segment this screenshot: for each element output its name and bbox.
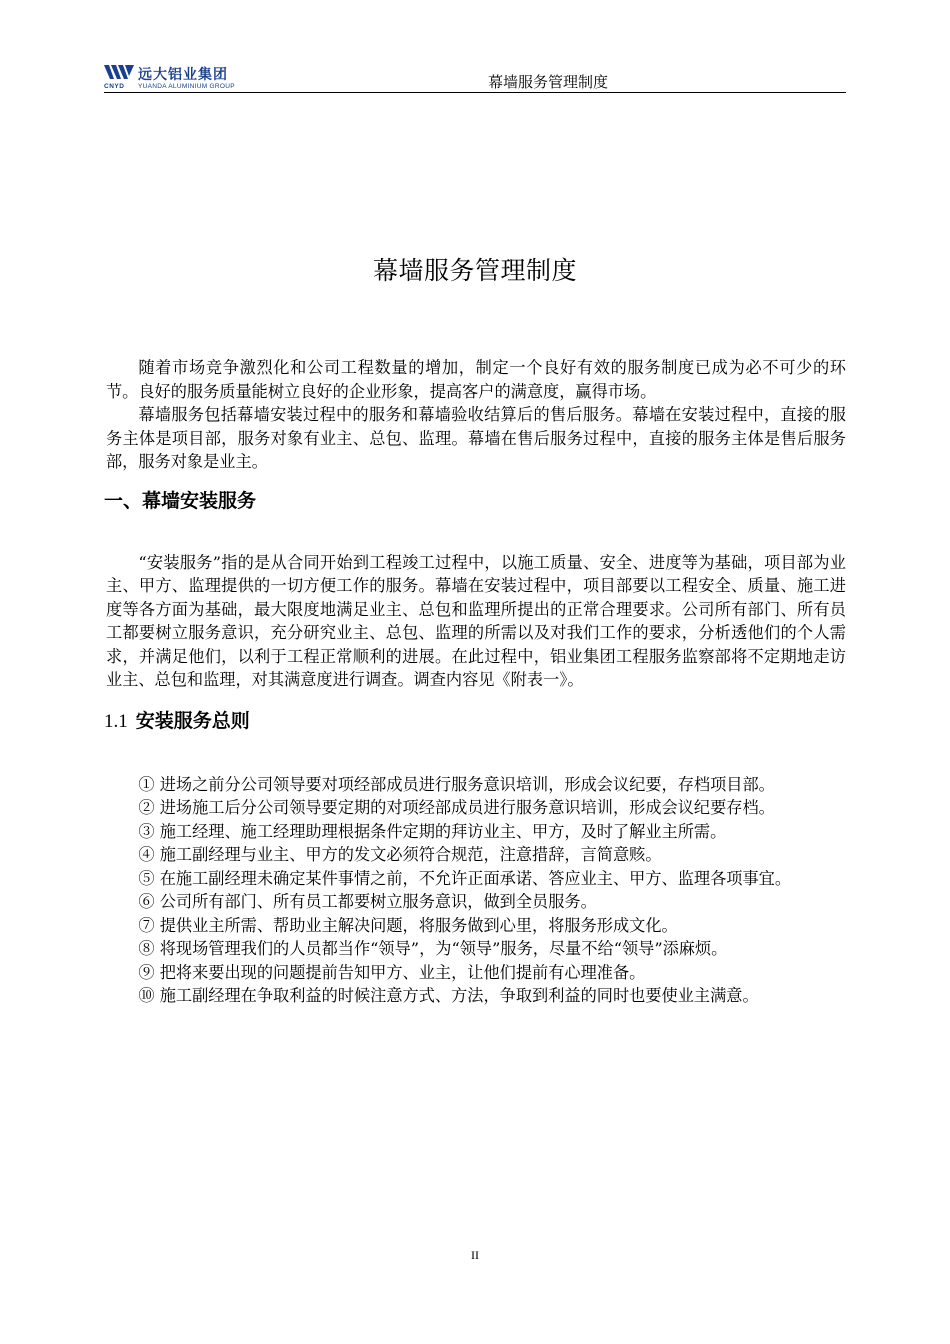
- rule-item: ④ 施工副经理与业主、甲方的发文必须符合规范，注意措辞，言简意赅。: [138, 845, 662, 864]
- rule-item: ② 进场施工后分公司领导要定期的对项经部成员进行服务意识培训，形成会议纪要存档。: [138, 798, 775, 817]
- subsection-heading-general-rules: [104, 707, 846, 736]
- page-header: [104, 62, 846, 93]
- company-logo: [104, 64, 274, 90]
- subsection-number: 1.1: [104, 710, 128, 732]
- page-number: II: [471, 1248, 479, 1262]
- intro-paragraph-2: 幕墙服务包括幕墙安装过程中的服务和幕墙验收结算后的售后服务。幕墙在安装过程中，直接的服务主体是项目部，服务对象有业主、总包、监理。幕墙在售后服务过程中，直接的服务主体是售后服务部，服务对象是业主。: [106, 405, 846, 471]
- rule-item: ⑨ 把将来要出现的问题提前告知甲方、业主，让他们提前有心理准备。: [138, 962, 646, 982]
- document-body: [106, 356, 846, 1008]
- rule-item: ⑩ 施工副经理在争取利益的时候注意方式、方法，争取到利益的同时也要使业主满意。: [138, 986, 759, 1005]
- installation-service-paragraph: “安装服务”指的是从合同开始到工程竣工过程中，以施工质量、安全、进度等为基础，项目部为业主、甲方、监理提供的一切方便工作的服务。幕墙在安装过程中，项目部要以工程安全、质量、施工进度等各方面为基础，最大限度地满足业主、总包和监理所提出的正常合理要求。公司所有部门、所有员工都要树立服务意识，充分研究业主、总包、监理的所需以及对我们工作的要求，分析透他们的个人需求，并满足他们，以利于工程正常顺利的进展。在此过程中，铝业集团工程服务监察部将不定期地走访业主、总包和监理，对其满意度进行调查。调查内容见《附表一》。: [106, 552, 846, 689]
- logo-abbreviation: CNYD: [104, 83, 125, 90]
- rule-item: ⑤ 在施工副经理未确定某件事情之前，不允许正面承诺、答应业主、甲方、监理各项事宜。: [138, 868, 792, 888]
- rule-item: ① 进场之前分公司领导要对项经部成员进行服务意识培训，形成会议纪要，存档项目部。: [138, 774, 775, 794]
- rule-item: ⑧ 将现场管理我们的人员都当作“领导”，为“领导”服务，尽量不给“领导”添麻烦。: [138, 939, 728, 958]
- subsection-title: 安装服务总则: [135, 709, 250, 732]
- header-document-name: 幕墙服务管理制度: [488, 73, 609, 91]
- rule-item: ③ 施工经理、施工经理助理根据条件定期的拜访业主、甲方，及时了解业主所需。: [138, 821, 727, 841]
- document-title: 幕墙服务管理制度: [372, 256, 577, 285]
- logo-english-name: YUANDA ALUMINIUM GROUP: [138, 83, 235, 90]
- yuanda-logo-icon: [104, 65, 134, 83]
- section-heading-installation-service: 一、幕墙安装服务: [104, 489, 257, 512]
- intro-paragraph-1: 随着市场竞争激烈化和公司工程数量的增加，制定一个良好有效的服务制度已成为必不可少的环节。良好的服务质量能树立良好的企业形象，提高客户的满意度，赢得市场。: [106, 358, 846, 401]
- rule-item: ⑥ 公司所有部门、所有员工都要树立服务意识，做到全员服务。: [138, 892, 597, 911]
- logo-chinese-name: 远大铝业集团: [138, 67, 228, 83]
- rule-item: ⑦ 提供业主所需、帮助业主解决问题，将服务做到心里，将服务形成文化。: [138, 915, 678, 935]
